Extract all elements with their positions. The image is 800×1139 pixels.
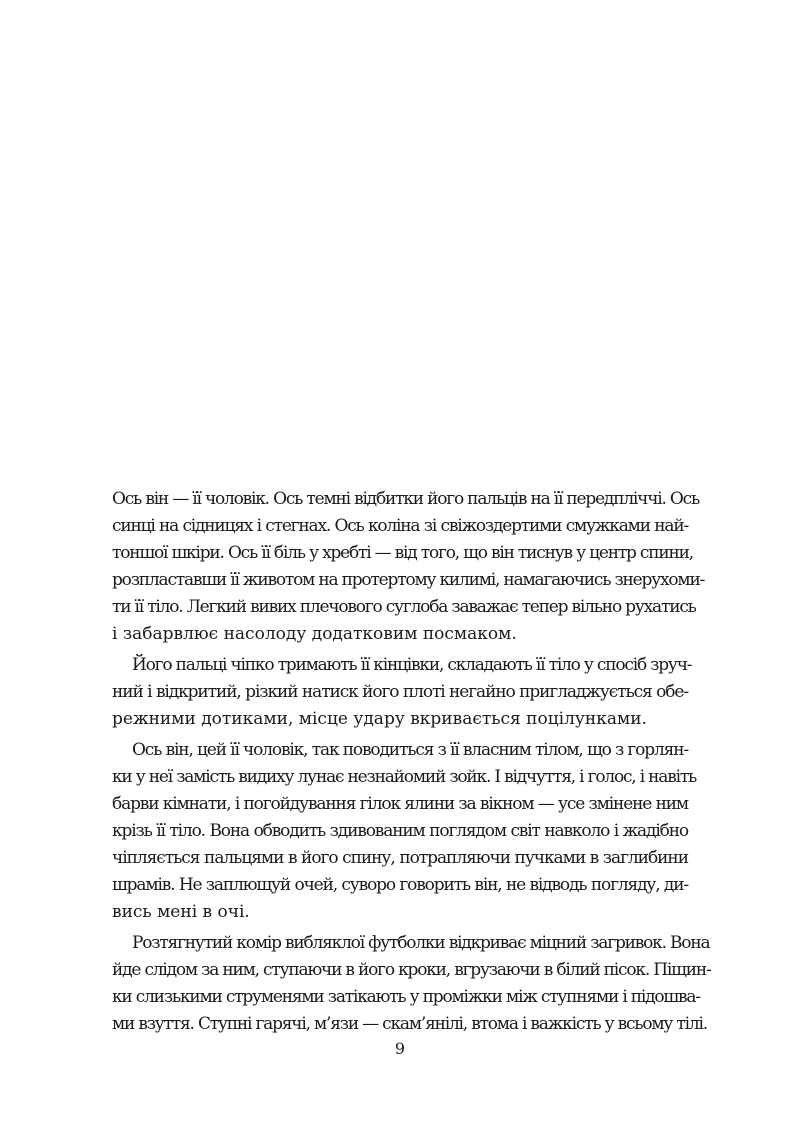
- text-line: Ось він, цей її чоловік, так поводиться з її власним тілом, що з горлян-: [132, 739, 688, 760]
- text-line: барви кімнати, і погойдування гілок ялини за вікном — усе змінене ним: [112, 794, 688, 815]
- body-text: [112, 486, 711, 1042]
- text-line: і забарвлює насолоду додатковим посмаком.: [112, 624, 517, 645]
- text-line: йде слідом за ним, ступаючи в його кроки, вгрузаючи в білий пісок. Піщин-: [112, 960, 711, 981]
- paragraph-2: [112, 652, 692, 733]
- text-line: ки у неї замість видиху лунає незнайомий зойк. І відчуття, і голос, і навіть: [112, 766, 697, 787]
- text-line: вись мені в очі.: [112, 902, 250, 923]
- text-line: ти її тіло. Легкий вивих плечового суглоба заважає тепер вільно рухатись: [112, 597, 696, 618]
- text-line: синці на сідницях і стегнах. Ось коліна зі свіжоздертими смужками най-: [112, 516, 688, 537]
- text-line: чіпляється пальцями в його спину, потрапляючи пучками в заглибини: [112, 848, 688, 869]
- text-line: розпластавши її животом на протертому килимі, намагаючись знерухоми-: [112, 570, 705, 591]
- text-line: ми взуття. Ступні гарячі, м’язи — скам’янілі, втома і важкість у всьому тілі.: [112, 1014, 707, 1035]
- text-line: Розтягнутий комір вибляклої футболки відкриває міцний загривок. Вона: [132, 933, 710, 953]
- text-line: Ось він — її чоловік. Ось темні відбитки його пальців на її передпліччі. Ось: [112, 489, 699, 509]
- paragraph-3: [112, 737, 697, 927]
- paragraph-1: [112, 486, 705, 649]
- text-line: ки слизькими струменями затікають у проміжки між ступнями і підошва-: [112, 987, 700, 1008]
- text-line: шрамів. Не заплющуй очей, суворо говорить він, не відводь погляду, ди-: [112, 875, 688, 896]
- text-line: ний і відкритий, різкий натиск його плоті негайно пригладжується обе-: [112, 682, 688, 703]
- text-line: Його пальці чіпко тримають її кінцівки, складають її тіло у спосіб зруч-: [132, 655, 692, 676]
- text-line: тоншої шкіри. Ось її біль у хребті — від того, що він тиснув у центр спини,: [112, 543, 693, 564]
- paragraph-4: [112, 930, 711, 1038]
- text-line: крізь її тіло. Вона обводить здивованим поглядом світ навколо і жадібно: [112, 821, 688, 842]
- page-number: 9: [394, 1039, 406, 1058]
- text-line: режними дотиками, місце удару вкривається поцілунками.: [112, 709, 647, 730]
